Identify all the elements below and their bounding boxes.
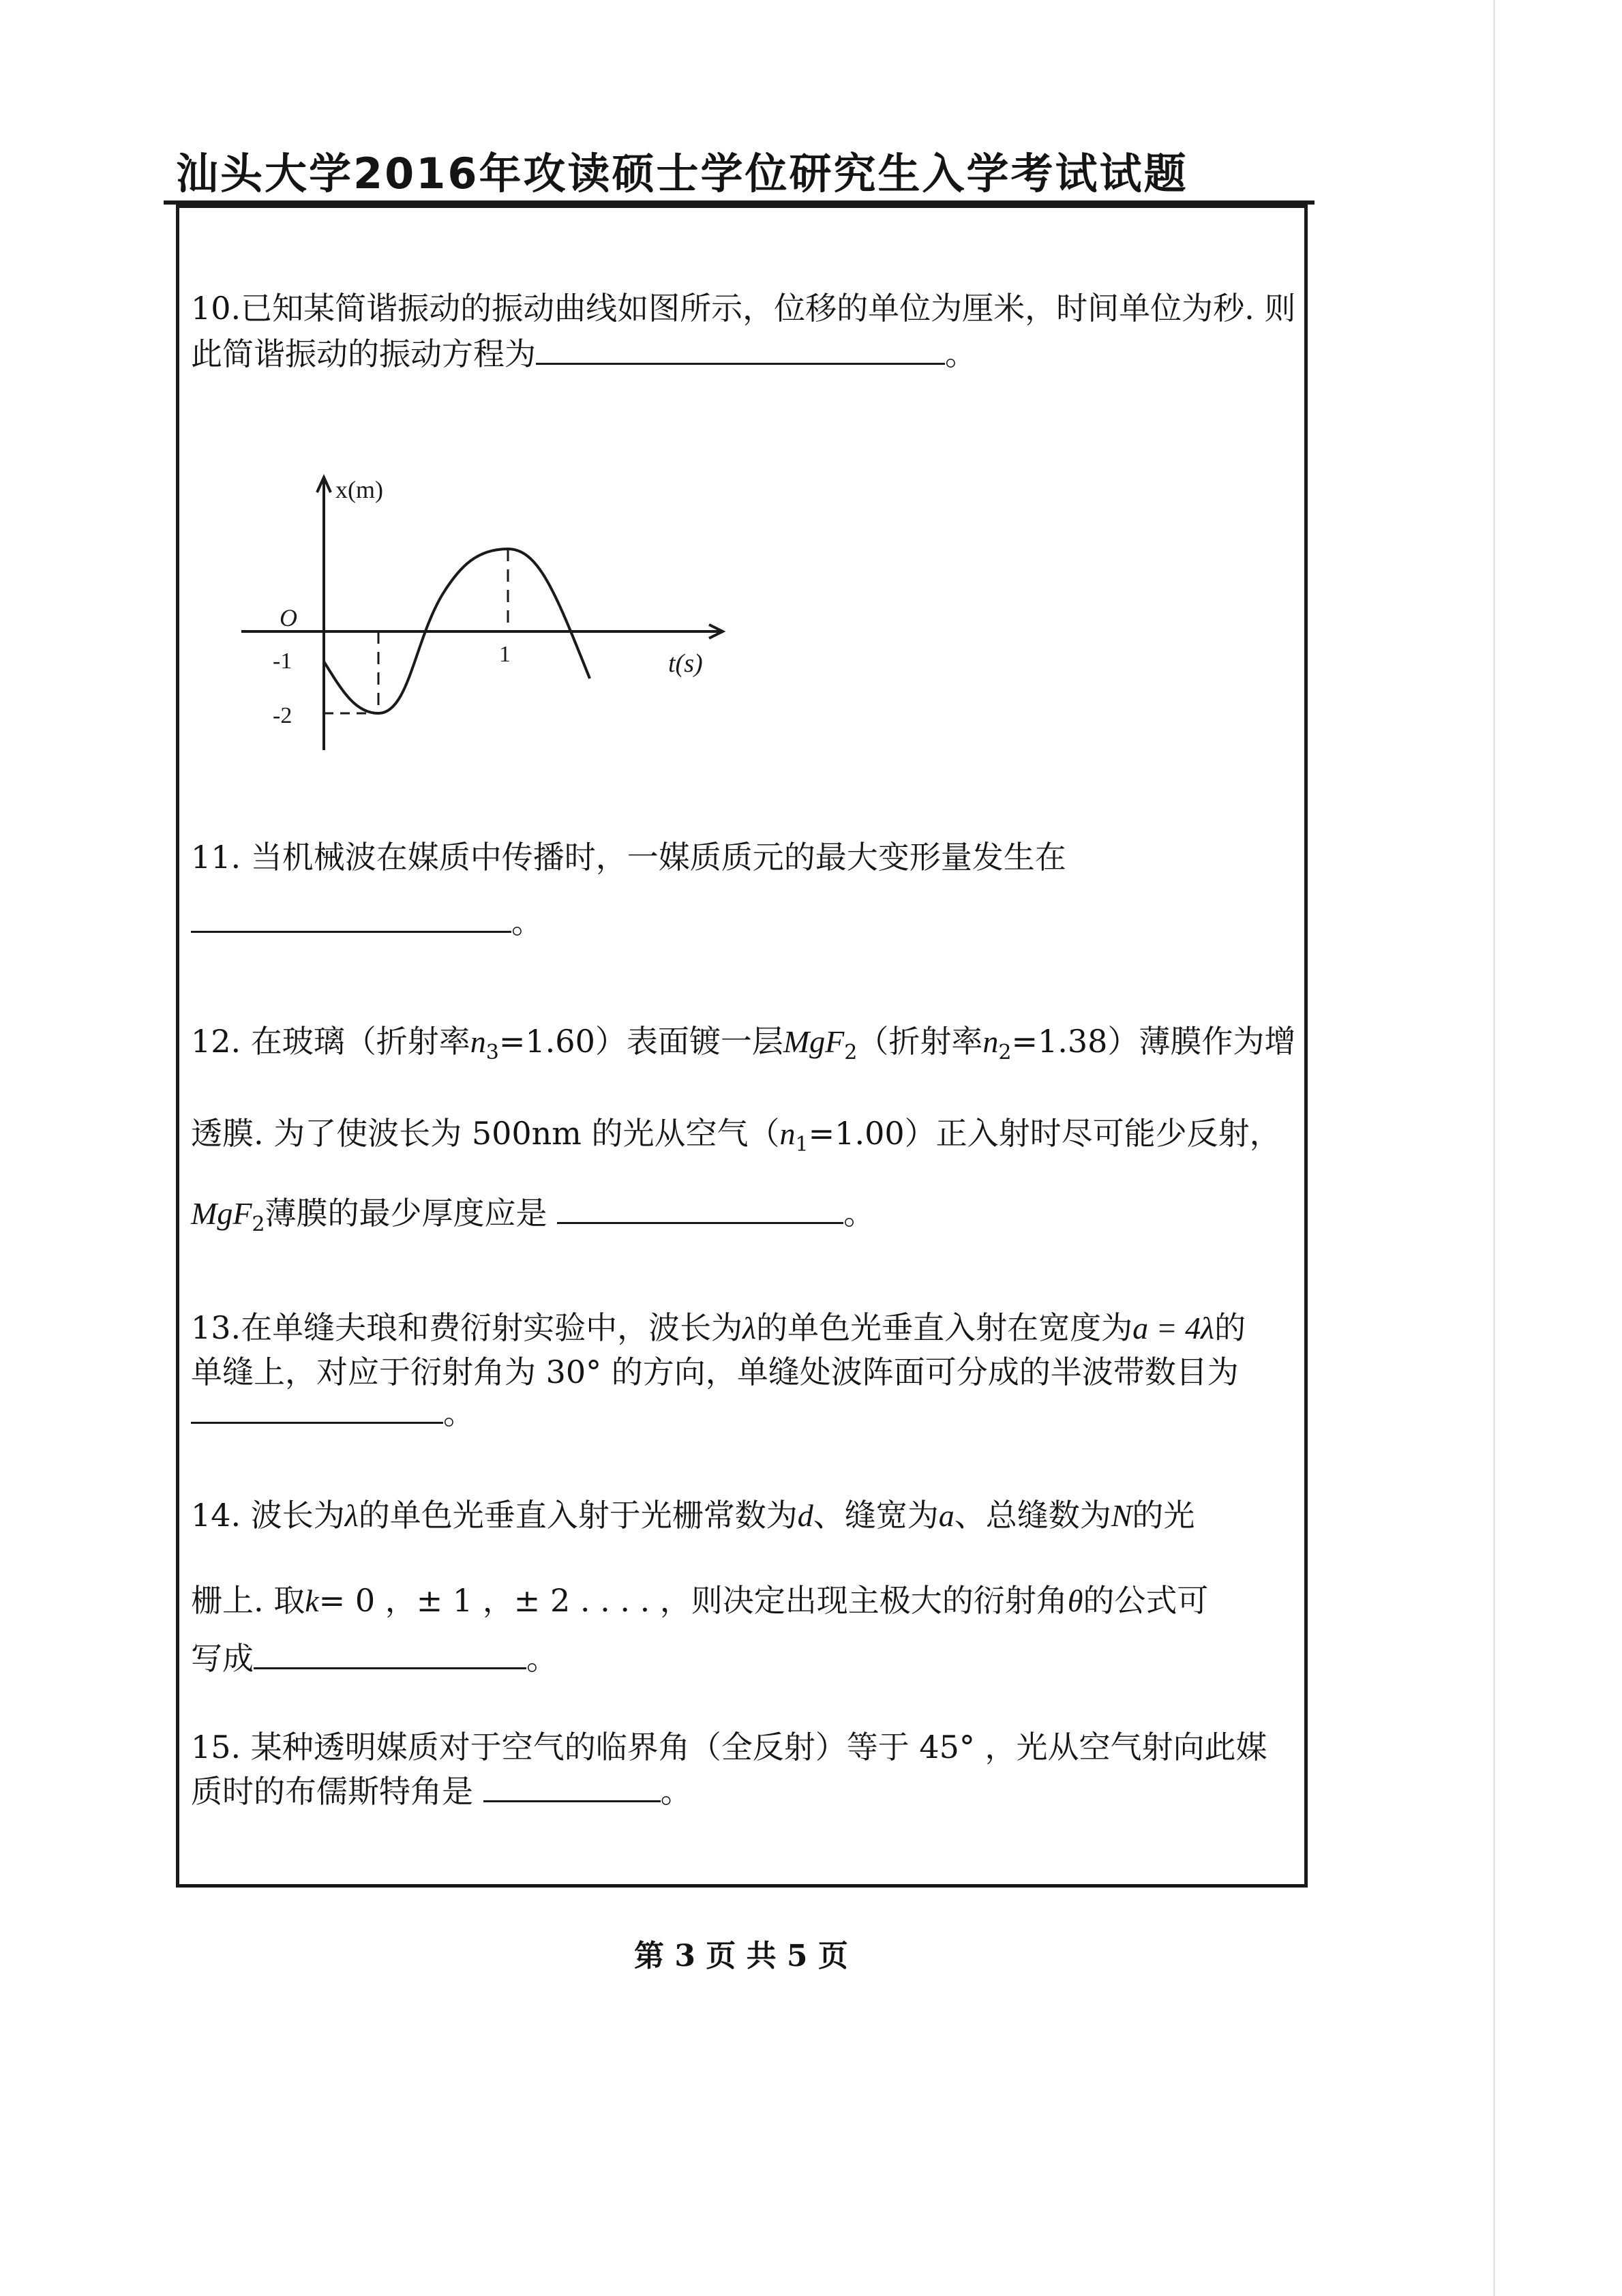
q14-line3: 写成 。 bbox=[191, 1640, 558, 1677]
q11-line2: 。 bbox=[191, 904, 543, 941]
q11-line1: 11. 当机械波在媒质中传播时，一媒质质元的最大变形量发生在 bbox=[191, 839, 1066, 876]
q10-line1: 10.已知某简谐振动的振动曲线如图所示，位移的单位为厘米，时间单位为秒. 则 bbox=[191, 290, 1296, 327]
q13-line1: 13.在单缝夫琅和费衍射实验中，波长为λ的单色光垂直入射在宽度为a = 4λ的 bbox=[191, 1309, 1246, 1346]
y-axis-label: x(m) bbox=[335, 476, 383, 503]
q13-answer-blank[interactable] bbox=[191, 1395, 443, 1424]
q10-line2: 此简谐振动的振动方程为 。 bbox=[191, 336, 976, 372]
x-axis-label: t(s) bbox=[668, 649, 703, 678]
q15-answer-blank[interactable] bbox=[483, 1773, 661, 1802]
q13-line3: 。 bbox=[191, 1395, 475, 1432]
oscillation-graph bbox=[232, 464, 750, 764]
exam-title: 汕头大学2016年攻读硕士学位研究生入学考试试题 bbox=[176, 149, 1188, 198]
q14-answer-blank[interactable] bbox=[254, 1640, 526, 1669]
q12-answer-blank[interactable] bbox=[557, 1195, 843, 1224]
q12-line1: 12. 在玻璃（折射率$n_3=1.60$）表面镀一层MgF$_2$（折射率$n_2=1.38$）薄膜作为增 bbox=[191, 1023, 1296, 1064]
q11-answer-blank[interactable] bbox=[191, 904, 511, 933]
q15-line1: 15. 某种透明媒质对于空气的临界角（全反射）等于 45° ，光从空气射向此媒 bbox=[191, 1729, 1267, 1765]
origin-label: O bbox=[280, 604, 297, 631]
tick-label-1: 1 bbox=[499, 642, 511, 667]
tick-label-minus1: -1 bbox=[273, 648, 292, 674]
q12-line3: MgF$_2$薄膜的最少厚度应是 。 bbox=[191, 1195, 875, 1236]
tick-label-minus2: -2 bbox=[273, 703, 292, 728]
q14-line1: 14. 波长为λ的单色光垂直入射于光栅常数为d、缝宽为a、总缝数为N的光 bbox=[191, 1497, 1195, 1534]
page-number: 第 3 页 共 5 页 bbox=[634, 1939, 848, 1973]
q15-line2: 质时的布儒斯特角是 。 bbox=[191, 1773, 692, 1810]
q14-line2: 栅上. 取k= 0 ，± 1 ，± 2 . . . . ，则决定出现主极大的衍射角θ的公式可 bbox=[191, 1582, 1209, 1619]
q13-line2: 单缝上，对应于衍射角为 30° 的方向，单缝处波阵面可分成的半波带数目为 bbox=[191, 1354, 1239, 1390]
scan-edge-shadow bbox=[1493, 0, 1495, 2296]
q10-answer-blank[interactable] bbox=[536, 336, 945, 365]
q12-line2: 透膜. 为了使波长为 500nm 的光从空气$(n_1=1.00)$正入射时尽可能少反射， bbox=[191, 1115, 1281, 1157]
